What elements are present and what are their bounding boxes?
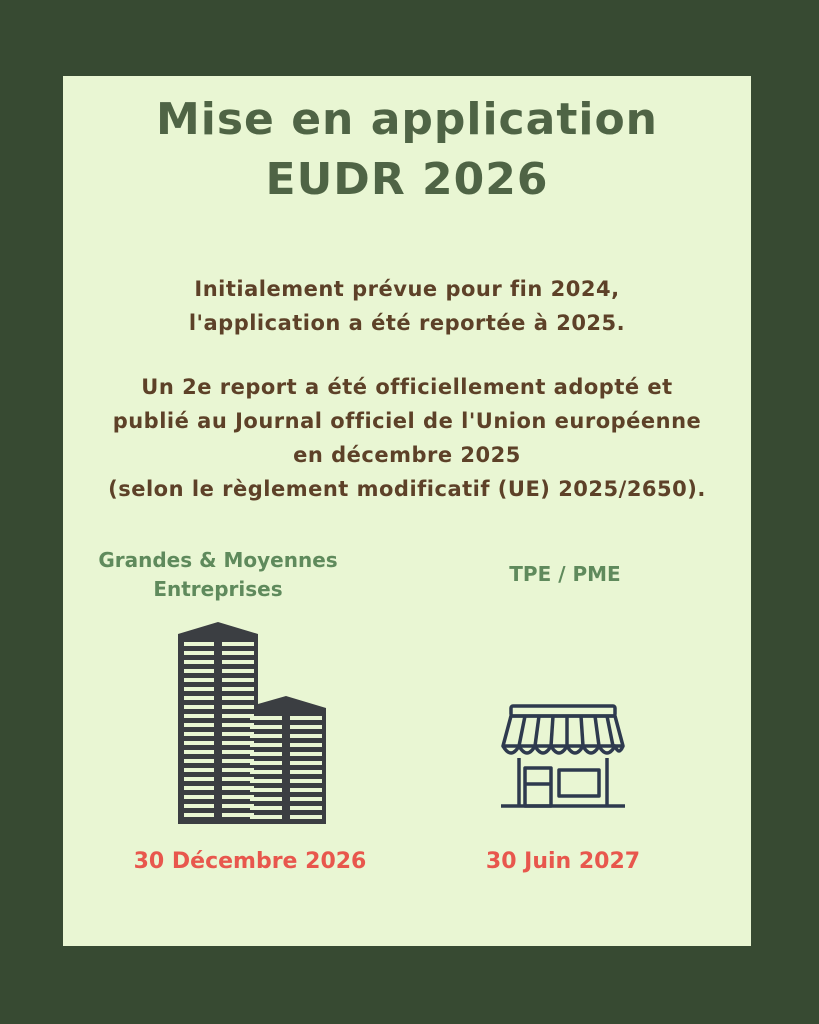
update-line-4: (selon le règlement modificatif (UE) 2025/2650). — [108, 477, 706, 501]
page-title-line-2: EUDR 2026 — [265, 154, 549, 205]
update-line-1: Un 2e report a été officiellement adopté et — [141, 375, 673, 399]
large-companies-label-line-1: Grandes & Moyennes — [98, 548, 338, 572]
small-companies-deadline: 30 Juin 2027 — [485, 849, 641, 874]
page-title-line-1: Mise en application — [156, 94, 658, 145]
large-companies-label — [63, 546, 373, 604]
small-companies-label: TPE / PME — [509, 562, 621, 586]
buildings-icon — [174, 620, 326, 828]
intro-line-1: Initialement prévue pour fin 2024, — [194, 277, 620, 301]
intro-line-2: l'application a été reportée à 2025. — [188, 311, 626, 335]
large-companies-label-line-2: Entreprises — [153, 577, 283, 601]
large-companies-deadline: 30 Décembre 2026 — [133, 849, 367, 874]
update-line-2: publié au Journal officiel de l'Union européenne — [112, 409, 702, 433]
store-icon — [497, 700, 629, 816]
update-paragraph — [63, 370, 751, 506]
update-line-3: en décembre 2025 — [293, 443, 521, 467]
intro-paragraph — [63, 272, 751, 340]
